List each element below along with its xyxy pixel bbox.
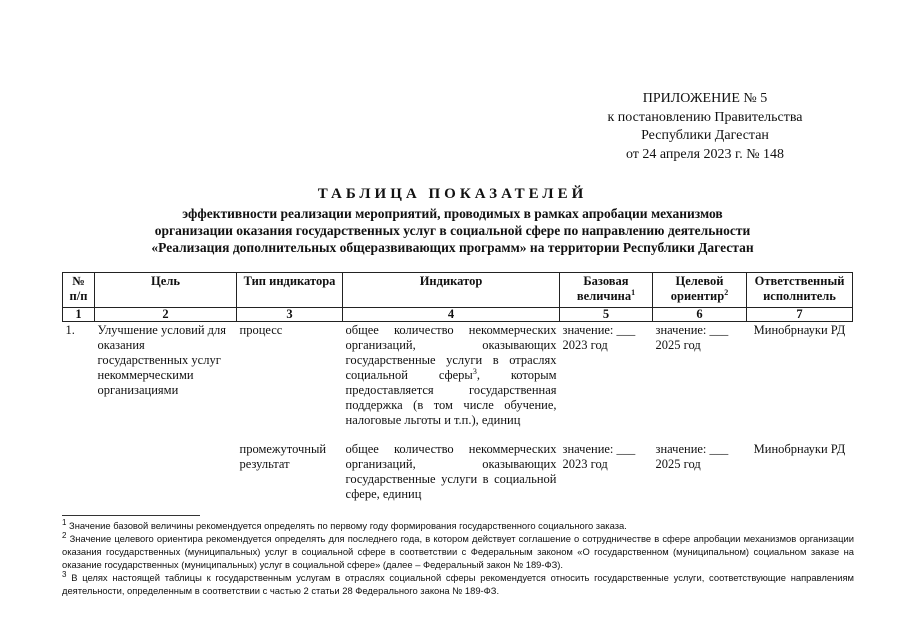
row-spacer xyxy=(63,429,853,441)
header-indicator: Индикатор xyxy=(343,273,560,308)
base-value-cell xyxy=(560,322,653,430)
indicator-text-b: , которым предоставляется государственная поддержка (в том числе обучение, налоговые льготы и т.п.), единиц xyxy=(345,368,557,427)
col-number-4: 4 xyxy=(343,308,560,322)
col-number-6: 6 xyxy=(653,308,747,322)
header-target xyxy=(653,273,747,308)
base-year: 2023 год xyxy=(562,338,608,352)
row-number-empty xyxy=(63,441,95,503)
indicator-type-cell: процесс xyxy=(239,323,283,337)
footnote-2-mark: 2 xyxy=(62,530,67,540)
table-row xyxy=(63,441,853,503)
document-subtitle-line-2: организации оказания государственных услуг в социальной сфере по направлению деятельности xyxy=(154,223,751,238)
col-number-1: 1 xyxy=(63,308,95,322)
header-resp: Ответственный исполнитель xyxy=(747,273,853,308)
footnote-1-mark: 1 xyxy=(62,517,67,527)
indicator-cell: общее количество некоммерческих организаций, оказывающих государственные услуги в социальной сфере, единиц xyxy=(345,442,557,501)
annex-header xyxy=(560,90,850,164)
target-value-cell xyxy=(653,322,747,430)
column-number-row xyxy=(63,308,853,322)
document-subtitle-line-3: «Реализация дополнительных общеразвивающих программ» на территории Республики Дагестан xyxy=(151,240,754,255)
target-year: 2025 год xyxy=(655,338,701,352)
header-target-footnote-mark: 2 xyxy=(724,287,729,297)
col-number-5: 5 xyxy=(560,308,653,322)
base-year: 2023 год xyxy=(562,457,608,471)
responsible-cell: Минобрнауки РД xyxy=(753,442,846,456)
header-goal: Цель xyxy=(95,273,237,308)
target-value-cell xyxy=(653,441,747,503)
indicator-type-cell: промежуточный результат xyxy=(239,442,327,471)
target-year: 2025 год xyxy=(655,457,701,471)
base-value: значение: ___ xyxy=(562,442,636,456)
header-base-label: Базовая величина xyxy=(576,274,632,303)
goal-cell-empty xyxy=(95,441,237,503)
spacer-cell xyxy=(63,429,853,441)
col-number-7: 7 xyxy=(747,308,853,322)
footnote-1 xyxy=(62,519,854,532)
header-type: Тип индикатора xyxy=(237,273,343,308)
table-header-row xyxy=(63,273,853,308)
document-title: ТАБЛИЦА ПОКАЗАТЕЛЕЙ xyxy=(317,186,588,202)
annex-number: ПРИЛОЖЕНИЕ № 5 xyxy=(642,91,768,106)
footnote-3 xyxy=(62,571,854,597)
annex-government: Республики Дагестан xyxy=(641,128,769,143)
footnotes xyxy=(62,519,854,597)
indicators-table xyxy=(62,272,853,503)
base-value-cell xyxy=(560,441,653,503)
header-base-footnote-mark: 1 xyxy=(631,287,636,297)
footnote-3-text: В целях настоящей таблицы к государственным услугам в отраслях социальной сферы рекомендуется относить государственные услуги, соответствующие направлениям деятельности, определенным в соответствии с частью 2 статьи 28 Федерального закона № 189-ФЗ. xyxy=(62,572,854,596)
target-value: значение: ___ xyxy=(655,442,729,456)
indicator-text-a: общее количество некоммерческих организаций, оказывающих государственные услуги в отраслях социальной сферы xyxy=(345,323,557,382)
target-value: значение: ___ xyxy=(655,323,729,337)
indicator-cell xyxy=(343,322,560,430)
base-value: значение: ___ xyxy=(562,323,636,337)
header-base xyxy=(560,273,653,308)
footnote-2-text: Значение целевого ориентира рекомендуется определять для последнего года, в котором действует соглашение о сотрудничестве в сфере апробации механизмов организации оказания государственных (муниципальных) услуг в социальной сфере в соответствии с Федеральным законом «О государственном (муниципальном) социальном заказе на оказание государственных (муниципальных) услуг в социальной сфере» (далее – Федеральный закон № 189-ФЗ). xyxy=(62,533,854,570)
col-number-3: 3 xyxy=(237,308,343,322)
footnote-divider xyxy=(62,515,200,516)
footnote-2 xyxy=(62,532,854,571)
goal-cell: Улучшение условий для оказания государственных услуг некоммерческими организациями xyxy=(97,323,226,397)
table-row xyxy=(63,322,853,430)
header-target-label: Целевой ориентир xyxy=(670,274,725,303)
header-num: № п/п xyxy=(63,273,95,308)
responsible-cell: Минобрнауки РД xyxy=(753,323,846,337)
footnote-3-mark: 3 xyxy=(62,569,67,579)
col-number-2: 2 xyxy=(95,308,237,322)
row-number: 1. xyxy=(65,323,75,337)
indicator-footnote-mark: 3 xyxy=(472,366,477,376)
annex-date: от 24 апреля 2023 г. № 148 xyxy=(625,146,785,162)
annex-decree-line: к постановлению Правительства xyxy=(607,109,803,125)
document-subtitle-line-1: эффективности реализации мероприятий, проводимых в рамках апробации механизмов xyxy=(182,206,723,221)
footnote-1-text: Значение базовой величины рекомендуется определять по первому году формирования государственного социального заказа. xyxy=(66,520,627,531)
